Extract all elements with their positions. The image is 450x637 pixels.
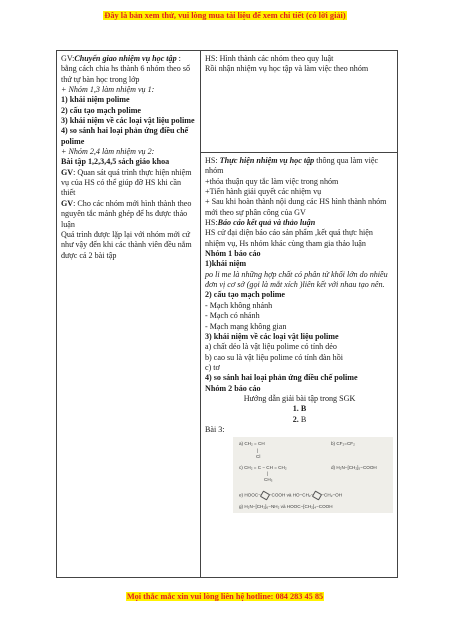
teacher-activity-cell: GV:Chuyển giao nhiệm vụ học tập : bằng cách chia hs thành 6 nhóm theo số thứ tự bàn học trong lớp + Nhóm 1,3 làm nhiệm vụ 1: 1) khái niệm polime 2) cấu tạo mạch polime 3) khái niệm về các loại vật liệu polime 4) so sánh hai loại phản ứng điều chế polime + Nhóm 2,4 làm nhiệm vụ 2: Bài tập 1,2,3,4,5 sách giáo khoa GV: Quan sát quá trình thực hiện nhiệm vụ của HS có thể giúp đỡ HS khi cần thiết GV: Cho các nhóm mới hình thành theo nguyên tắc mảnh ghép để hs được thảo luận Quá trình được lặp lại với nhóm mới cứ như vậy đến khi các thành viên đều nắm được cả 2 bài tập [57,51,201,578]
lesson-table [56,50,398,578]
hotline-banner: Mọi thắc mắc xin vui lòng liên hệ hotline: 084 283 45 85 [126,592,324,601]
chemistry-formulas-image: a) CH₂ = CH | Cl b) CF₂=CF₂ c) CH₂ = C − CH = CH₂ | CH₃ d) H₂N−[CH₂]₅−COOH e) HOOC− −COOH và HO−CH₂− −CH₂−OH g) H₂N−[CH₂]₆−NH₂ và HOOC−[CH₂]₄−COOH [233,437,393,513]
task-assignment-title: Chuyển giao nhiệm vụ học tập [74,54,177,63]
preview-banner: Đây là bản xem thử, vui lòng mua tài liệu để xem chi tiết (có lời giải) [104,11,346,20]
table-row [57,51,398,153]
student-activity-cell-2: HS: Thực hiện nhiệm vụ học tập thông qua làm việc nhóm +thỏa thuận quy tắc làm việc trong nhóm +Tiến hành giải quyết các nhiệm vụ + Sau khi hoàn thành nội dung các HS hình thành nhóm mới theo sự phân công của GV HS:Báo cáo kết quả và thảo luận HS cử đại diện báo cáo sản phẩm ,kết quả thực hiện nhiệm vụ, Hs nhóm khác cùng tham gia thảo luận Nhóm 1 báo cáo 1)khái niệm po li me là những hợp chất có phân tử khối lớn do nhiều đơn vị cơ sở (gọi là mắt xích )liên kết với nhau tạo nên. 2) cấu tạo mạch polime - Mạch không nhánh - Mạch có nhánh - Mạch mạng không gian 3) khái niệm về các loại vật liệu polime a) chất dẻo là vật liệu polime có tính dẻo b) cao su là vật liệu polime có tính đàn hồi c) tơ 4) so sánh hai loại phản ứng điều chế polime Nhóm 2 báo cáo Hướng dẫn giải bài tập trong SGK 1. B 2. B Bài 3: a) CH₂ = CH | Cl b) CF₂=CF₂ c) CH₂ = C − CH = CH₂ | CH₃ d) H₂N−[CH₂]₅−COOH e) HOOC− −COOH và HO−CH₂− −CH₂−OH g) H₂N−[CH₂]₆−NH₂ và HOOC−[CH₂]₄−COOH [201,153,398,578]
student-activity-cell-1: HS: Hình thành các nhóm theo quy luật Rồi nhận nhiệm vụ học tập và làm việc theo nhóm [201,51,398,153]
